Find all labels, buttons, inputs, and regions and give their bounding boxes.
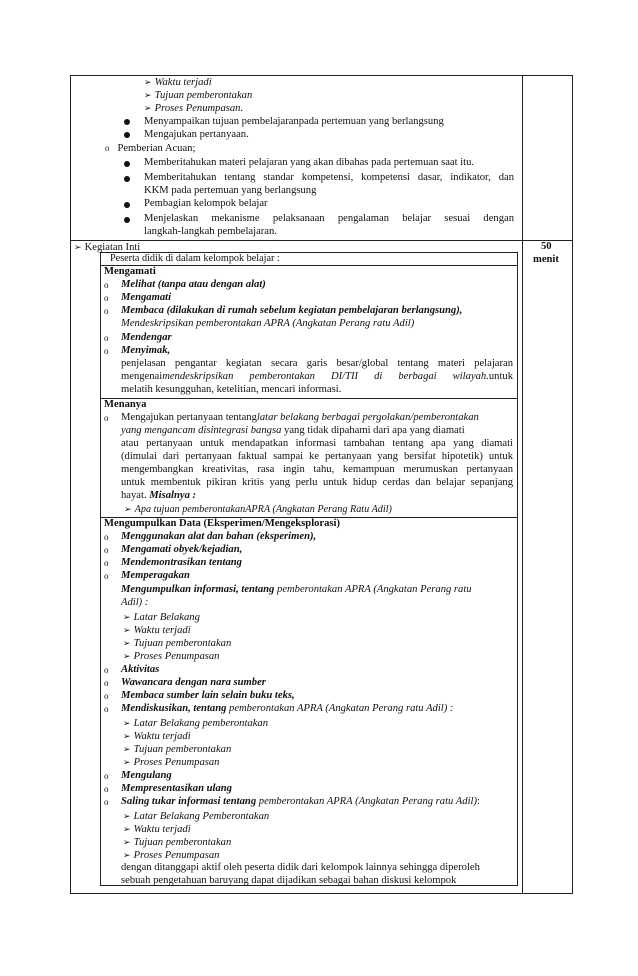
- arrow-icon: ➢: [123, 757, 131, 767]
- circle-bullet-icon: o: [104, 665, 109, 675]
- list-item: [104, 544, 109, 558]
- arrow-icon: ➢: [123, 811, 131, 821]
- circle-bullet-icon: o: [104, 545, 109, 555]
- list-item: ➢ Apa tujuan pemberontakanAPRA (Angkatan Perang Ratu Adil): [124, 504, 392, 515]
- list-item: [104, 279, 109, 293]
- list-item: ➢ Waktu terjadi: [144, 77, 212, 88]
- list-item: ➢ Latar Belakang pemberontakan: [123, 718, 269, 729]
- circle-bullet-icon: o: [104, 280, 109, 290]
- list-item-text: Menyimak,: [121, 345, 171, 356]
- time-unit: menit: [533, 254, 559, 265]
- mengamati-heading: Mengamati: [104, 266, 156, 277]
- list-item: [104, 703, 109, 717]
- arrow-icon: ➢: [74, 242, 82, 252]
- paragraph-line: atau pertanyaan untuk mendapatkan informasi tambahan tentang apa yang diamati: [121, 438, 513, 449]
- list-item: [104, 690, 109, 704]
- list-item-text: Memberitahukan tentang standar kompetensi, kompetensi dasar, indikator, dan: [144, 172, 514, 183]
- circle-bullet-icon: o: [105, 143, 110, 153]
- mengumpulkan-heading: Mengumpulkan Data (Eksperimen/Mengeksplorasi): [104, 518, 341, 529]
- circle-bullet-icon: o: [104, 678, 109, 688]
- paragraph-line: dengan ditanggapi aktif oleh peserta didik dari kelompok lainnya sehingga diperoleh: [121, 862, 480, 873]
- list-item-text: Menjelaskan mekanisme pelaksanaan pengalaman belajar sesuai dengan: [144, 213, 514, 224]
- list-item-text: Mempresentasikan ulang: [121, 783, 232, 794]
- arrow-icon: ➢: [123, 625, 131, 635]
- inner-box-menanya-top: [100, 398, 518, 399]
- list-item: ➢ Tujuan pemberontakan: [123, 744, 232, 755]
- table-bottom-border: [70, 893, 573, 894]
- paragraph-line: Mengajukan pertanyaan tentang latar belakang berbagai pergolakan/pemberontakan: [121, 412, 479, 423]
- paragraph-line: Adil) :: [121, 597, 149, 608]
- list-item: [104, 677, 109, 691]
- arrow-icon: ➢: [123, 824, 131, 834]
- menanya-heading: Menanya: [104, 399, 147, 410]
- paragraph-line: penjelasan pengantar kegiatan secara garis besar/global tentang materi pelajaran: [121, 358, 513, 369]
- list-item-text: Mendiskusikan, tentang pemberontakan APRA (Angkatan Perang ratu Adil) :: [121, 703, 454, 714]
- circle-bullet-icon: o: [104, 346, 109, 356]
- inner-box-left: [100, 252, 101, 886]
- list-item: [104, 796, 109, 810]
- list-item: ➢ Proses Penumpasan.: [144, 103, 244, 114]
- circle-bullet-icon: o: [104, 333, 109, 343]
- arrow-icon: ➢: [123, 731, 131, 741]
- arrow-icon: ➢: [124, 504, 132, 514]
- list-item: [104, 783, 109, 797]
- circle-bullet-icon: o: [104, 293, 109, 303]
- circle-bullet-icon: o: [104, 704, 109, 714]
- inner-box-right: [517, 252, 518, 886]
- circle-bullet-icon: o: [104, 558, 109, 568]
- paragraph-line: mengenai mendeskripsikan pemberontakan DI/TII di berbagai wilayah. untuk: [121, 371, 513, 382]
- kegiatan-row-border: [70, 240, 573, 241]
- acuan-label: o Pemberian Acuan;: [105, 143, 196, 154]
- list-item: ➢ Tujuan pemberontakan: [123, 638, 232, 649]
- arrow-icon: ➢: [123, 850, 131, 860]
- list-item-text: langkah-langkah pembelajaran.: [144, 226, 277, 237]
- arrow-icon: ➢: [144, 77, 152, 87]
- paragraph-line: hayat. Misalnya :: [121, 490, 197, 501]
- list-item: ➢ Tujuan pemberontakan: [123, 837, 232, 848]
- time-value: 50: [541, 241, 552, 252]
- list-item-text: KKM pada pertemuan yang berlangsung: [144, 185, 317, 196]
- list-item: [124, 129, 130, 142]
- circle-bullet-icon: o: [104, 532, 109, 542]
- paragraph-line: untuk membentuk pikiran kritis yang perlu untuk hidup cerdas dan belajar sepanjang: [121, 477, 513, 488]
- list-item: [104, 770, 109, 784]
- list-item: [104, 570, 109, 584]
- list-item: [104, 557, 109, 571]
- kegiatan-inti-label: ➢ Kegiatan Inti: [74, 242, 141, 253]
- list-item: [124, 116, 130, 129]
- list-item-text: Mendengar: [121, 332, 172, 343]
- list-item: [104, 531, 109, 545]
- list-item-text: Melihat (tanpa atau dengan alat): [121, 279, 266, 290]
- list-item-text: Membaca (dilakukan di rumah sebelum kegiatan pembelajaran berlangsung),: [121, 305, 463, 316]
- bullet-icon: [124, 176, 130, 182]
- list-item: [124, 158, 130, 171]
- arrow-icon: ➢: [123, 837, 131, 847]
- list-item-text: Memperagakan: [121, 570, 190, 581]
- paragraph-line: melatih kesungguhan, ketelitian, mencari informasi.: [121, 384, 342, 395]
- list-item-text: Saling tukar informasi tentang pemberontakan APRA (Angkatan Perang ratu Adil):: [121, 796, 480, 807]
- arrow-icon: ➢: [123, 638, 131, 648]
- arrow-icon: ➢: [144, 103, 152, 113]
- list-item-text: Mengulang: [121, 770, 172, 781]
- circle-bullet-icon: o: [104, 413, 109, 423]
- arrow-icon: ➢: [123, 651, 131, 661]
- time-column-divider: [522, 75, 523, 894]
- table-left-border: [70, 75, 71, 894]
- list-item: [104, 305, 109, 319]
- list-item-text: Aktivitas: [121, 664, 160, 675]
- list-item: [124, 214, 130, 227]
- list-item-text: Menyampaikan tujuan pembelajaranpada pertemuan yang berlangsung: [144, 116, 444, 127]
- paragraph-line: (dimulai dari pertanyaan faktual sampai ke pertanyaan yang bersifat hipotetik) untuk: [121, 451, 513, 462]
- arrow-icon: ➢: [123, 744, 131, 754]
- list-item-text: Pembagian kelompok belajar: [144, 198, 268, 209]
- list-item-text: Mendeskripsikan pemberontakan APRA (Angkatan Perang ratu Adil): [121, 318, 415, 329]
- list-item: [104, 332, 109, 346]
- bullet-icon: [124, 161, 130, 167]
- list-item: [104, 292, 109, 306]
- list-item: ➢ Latar Belakang Pemberontakan: [123, 811, 270, 822]
- list-item: [124, 199, 130, 212]
- kegiatan-intro: Peserta didik di dalam kelompok belajar :: [110, 253, 280, 264]
- list-item: ➢ Proses Penumpasan: [123, 757, 220, 768]
- list-item-text: Mengajukan pertanyaan.: [144, 129, 249, 140]
- list-item: ➢ Latar Belakang: [123, 612, 200, 623]
- list-item: ➢ Proses Penumpasan: [123, 651, 220, 662]
- circle-bullet-icon: o: [104, 771, 109, 781]
- arrow-icon: ➢: [123, 718, 131, 728]
- bullet-icon: [124, 119, 130, 125]
- list-item-text: Memberitahukan materi pelajaran yang akan dibahas pada pertemuan saat itu.: [144, 157, 475, 168]
- list-item: ➢ Waktu terjadi: [123, 824, 191, 835]
- list-item: ➢ Waktu terjadi: [123, 731, 191, 742]
- circle-bullet-icon: o: [104, 797, 109, 807]
- list-item: ➢ Tujuan pemberontakan: [144, 90, 253, 101]
- list-item-text: Mengamati: [121, 292, 172, 303]
- circle-bullet-icon: o: [104, 784, 109, 794]
- bullet-icon: [124, 217, 130, 223]
- circle-bullet-icon: o: [104, 306, 109, 316]
- paragraph-line: mengembangkan kreativitas, rasa ingin tahu, kemampuan merumuskan pertanyaan: [121, 464, 513, 475]
- arrow-icon: ➢: [123, 612, 131, 622]
- bullet-icon: [124, 202, 130, 208]
- list-item-text: Menggunakan alat dan bahan (eksperimen),: [121, 531, 317, 542]
- circle-bullet-icon: o: [104, 691, 109, 701]
- list-item: [104, 345, 109, 359]
- paragraph-line: Mengumpulkan informasi, tentang pemberontakan APRA (Angkatan Perang ratu: [121, 584, 472, 595]
- list-item: [124, 173, 130, 186]
- paragraph-line: sebuah pengetahuan baruyang dapat dijadikan sebagai bahan diskusi kelompok: [121, 875, 457, 886]
- arrow-icon: ➢: [144, 90, 152, 100]
- list-item: [104, 412, 109, 426]
- list-item: [104, 664, 109, 678]
- paragraph-line: yang mengancam disintegrasi bangsa yang tidak dipahami dari apa yang diamati: [121, 425, 465, 436]
- list-item-text: Wawancara dengan nara sumber: [121, 677, 266, 688]
- table-right-border: [572, 75, 573, 894]
- list-item-text: Membaca sumber lain selain buku teks,: [121, 690, 295, 701]
- list-item-text: Mengamati obyek/kejadian,: [121, 544, 243, 555]
- list-item: ➢ Proses Penumpasan: [123, 850, 220, 861]
- list-item: ➢ Waktu terjadi: [123, 625, 191, 636]
- bullet-icon: [124, 132, 130, 138]
- circle-bullet-icon: o: [104, 571, 109, 581]
- list-item-text: Mendemontrasikan tentang: [121, 557, 242, 568]
